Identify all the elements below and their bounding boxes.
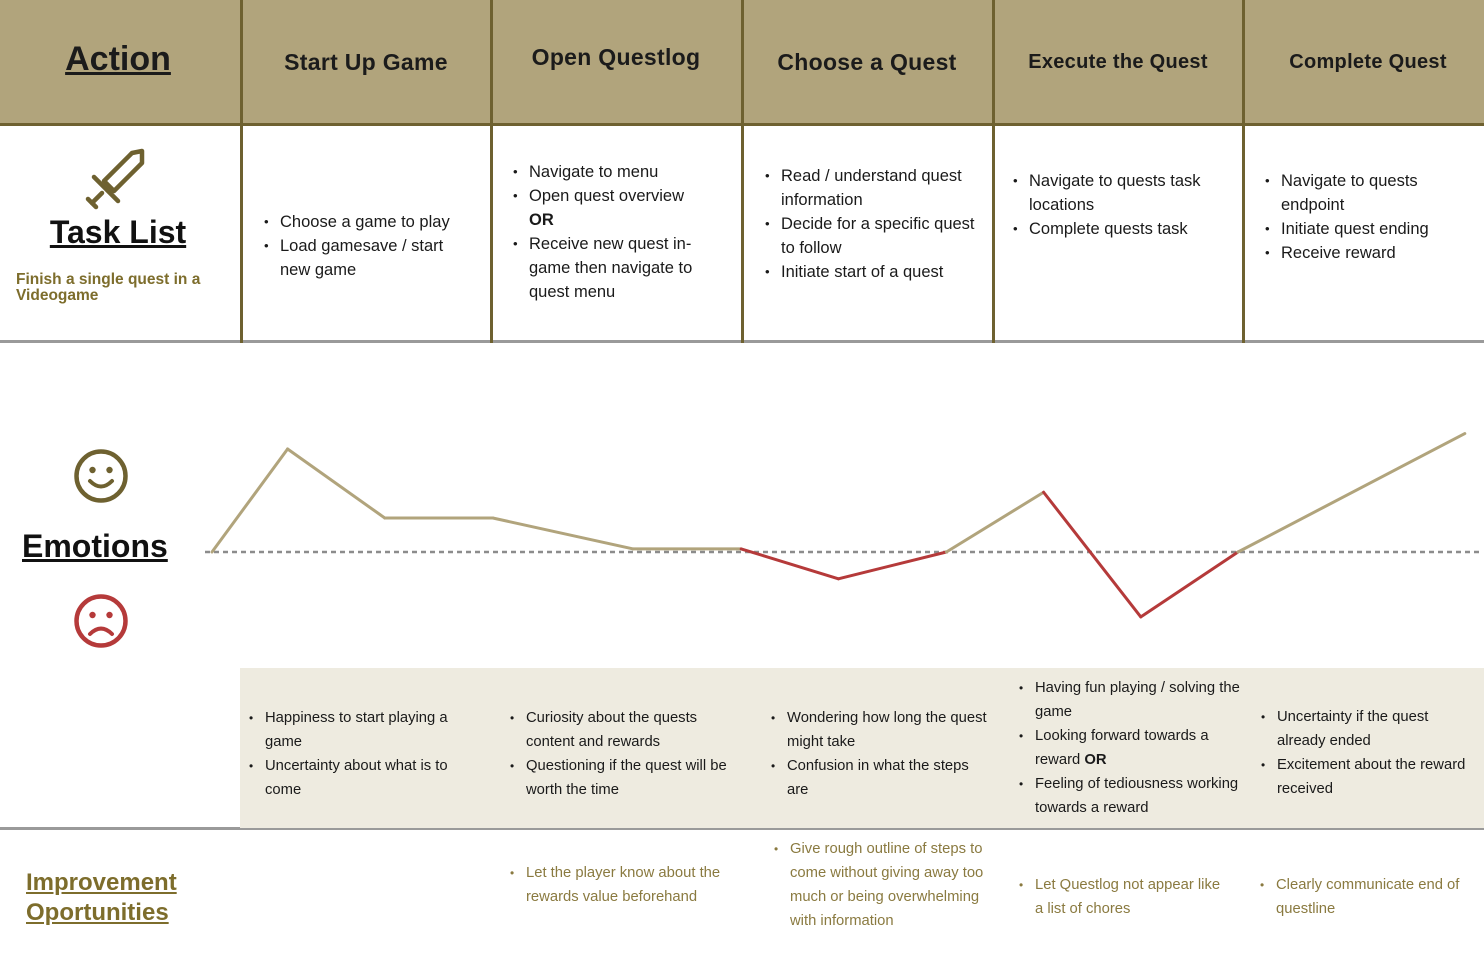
or-connector: OR bbox=[529, 211, 554, 229]
emotion-segment-negative bbox=[1141, 552, 1238, 617]
list-item: • Clearly communicate end of questline bbox=[1260, 873, 1472, 921]
column-title-start-up-game: Start Up Game bbox=[284, 48, 448, 75]
emotion-segment-negative bbox=[838, 552, 946, 579]
list-item: • Happiness to start playing a game bbox=[249, 706, 474, 754]
improvement-opportunities-label: Improvement Oportunities bbox=[26, 869, 177, 926]
list-item: • Having fun playing / solving the game bbox=[1019, 676, 1241, 724]
list-item: • Load gamesave / start new game bbox=[264, 234, 478, 282]
list-item: • Navigate to quests task locations bbox=[1013, 169, 1233, 217]
list-item: • Let the player know about the rewards value beforehand bbox=[510, 861, 730, 909]
emotion-segment-negative bbox=[741, 549, 838, 579]
list-item: • Initiate quest ending bbox=[1265, 217, 1479, 241]
emotion-segment-positive bbox=[212, 449, 288, 552]
list-item: • Choose a game to play bbox=[264, 210, 478, 234]
improvement-list-open-questlog bbox=[510, 861, 730, 909]
list-item: • Navigate to menu bbox=[513, 160, 725, 184]
list-item: • Decide for a specific quest to follow bbox=[765, 212, 979, 260]
list-item: • Initiate start of a quest bbox=[765, 260, 979, 284]
emotion-segment-positive bbox=[1238, 434, 1465, 552]
list-item: • Let Questlog not appear like a list of chores bbox=[1019, 873, 1229, 921]
emotion-list-start-up-game bbox=[249, 706, 474, 802]
or-connector: OR bbox=[1084, 752, 1107, 768]
list-item: • Complete quests task bbox=[1013, 217, 1233, 241]
column-title-open-questlog: Open Questlog bbox=[531, 43, 701, 70]
task-list-label: Task List bbox=[49, 214, 187, 250]
emotion-segment-positive bbox=[946, 492, 1043, 552]
emotion-segment-negative bbox=[1044, 492, 1141, 617]
list-item: • Uncertainty if the quest already ended bbox=[1261, 705, 1471, 753]
column-title-complete-quest: Complete Quest bbox=[1289, 50, 1447, 73]
list-item: • Looking forward towards a reward OR bbox=[1019, 724, 1241, 772]
column-title-choose-a-quest: Choose a Quest bbox=[777, 48, 957, 75]
column-title-execute-the-quest: Execute the Quest bbox=[1028, 50, 1208, 73]
list-item: • Curiosity about the quests content and rewards bbox=[510, 706, 735, 754]
improvement-list-complete-quest bbox=[1260, 873, 1472, 921]
list-item: • Uncertainty about what is to come bbox=[249, 754, 474, 802]
list-item: • Receive new quest in-game then navigate to quest menu bbox=[513, 232, 725, 304]
emotion-segment-positive bbox=[493, 518, 633, 549]
list-item: • Receive reward bbox=[1265, 241, 1479, 265]
emotion-list-complete-quest bbox=[1261, 705, 1471, 801]
emotion-list-open-questlog bbox=[510, 706, 735, 802]
improvement-list-execute-the-quest bbox=[1019, 873, 1229, 921]
emotion-list-execute-the-quest bbox=[1019, 676, 1241, 820]
emotions-label: Emotions bbox=[22, 528, 168, 564]
improvement-list-choose-a-quest bbox=[774, 837, 988, 933]
list-item: • Open quest overview OR bbox=[513, 184, 725, 232]
action-title: Action bbox=[65, 40, 171, 78]
list-item: • Feeling of tediousness working towards a reward bbox=[1019, 772, 1241, 820]
emotion-segment-positive bbox=[288, 449, 385, 518]
list-item: • Confusion in what the steps are bbox=[771, 754, 991, 802]
list-item: • Navigate to quests endpoint bbox=[1265, 169, 1479, 217]
emotion-list-choose-a-quest bbox=[771, 706, 991, 802]
task-goal: Finish a single quest in a Videogame bbox=[16, 271, 201, 304]
list-item: • Read / understand quest information bbox=[765, 164, 979, 212]
list-item: • Questioning if the quest will be worth the time bbox=[510, 754, 735, 802]
list-item: • Wondering how long the quest might take bbox=[771, 706, 991, 754]
list-item: • Give rough outline of steps to come without giving away too much or being overwhelming with information bbox=[774, 837, 988, 933]
list-item: • Excitement about the reward received bbox=[1261, 753, 1471, 801]
